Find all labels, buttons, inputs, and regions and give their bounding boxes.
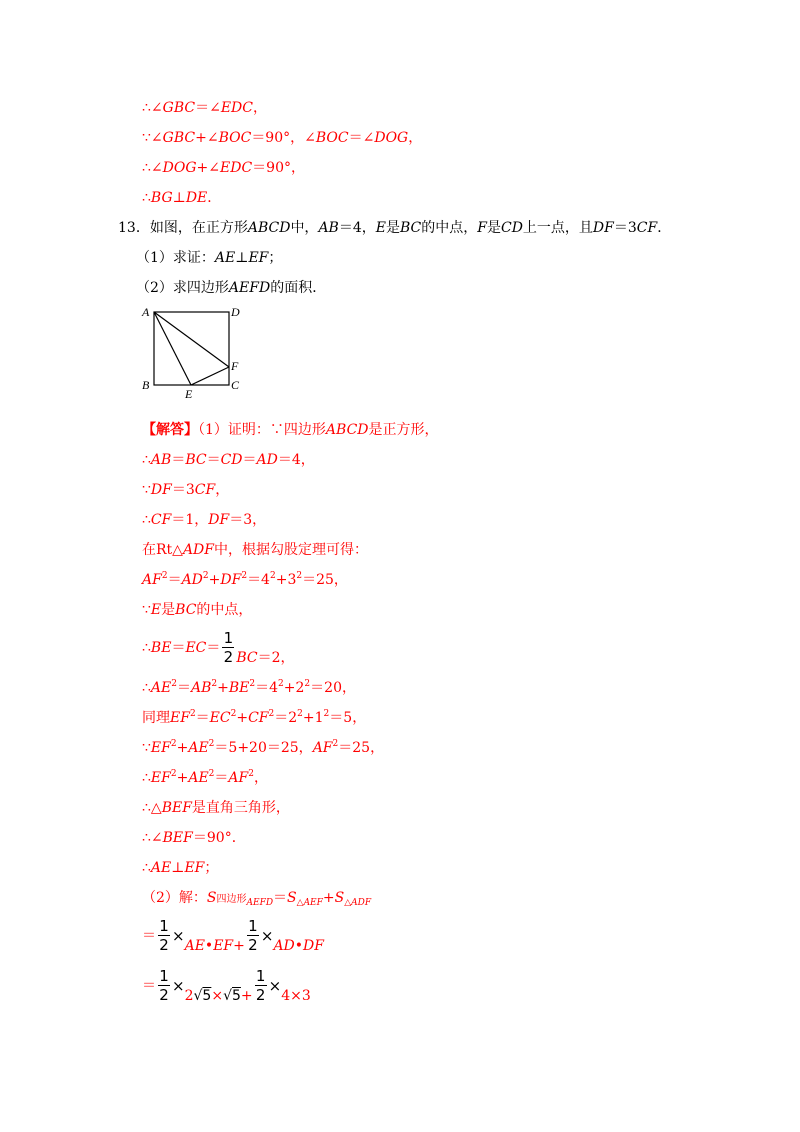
area-step-2: ＝ $\frac{1}{2}$ ×2√5×√5+ $\frac{1}{2}$ ×4×3 xyxy=(142,967,311,1004)
question-13-part-2: （2）求四边形AEFD的面积． xyxy=(136,280,327,296)
fraction-half: $\frac{1}{2}$ xyxy=(223,629,234,666)
label-d: D xyxy=(231,305,240,319)
segment-af xyxy=(154,312,229,367)
solution-line-4: ∴BG⊥DE． xyxy=(142,190,222,206)
solution-header: 【解答】（1）证明：∵四边形ABCD是正方形， xyxy=(142,422,439,438)
label-e: E xyxy=(185,387,193,401)
solution-step-3: ∵DF＝3CF， xyxy=(142,482,230,498)
solution-step-2: ∴AB＝BC＝CD＝AD＝4， xyxy=(142,452,315,468)
label-b: B xyxy=(142,378,150,392)
solution-step-4: ∴CF＝1，DF＝3， xyxy=(142,512,267,528)
solution-line-2: ∵∠GBC+∠BOC＝90°，∠BOC＝∠DOG， xyxy=(142,130,423,146)
label-a: A xyxy=(142,305,150,319)
solution-step-7: ∵E是BC的中点， xyxy=(142,602,253,618)
solution-step-10: 同理$EF^2=EC^2+CF^2=2^2+1^2=5$， xyxy=(142,709,367,726)
solution-step-8: ∴BE＝EC＝ $\frac{1}{2}$ BC＝2， xyxy=(142,629,295,666)
question-13: 13．如图，在正方形ABCD中，AB＝4，E是BC的中点，F是CD上一点，且DF＝3CF． xyxy=(118,220,672,236)
solution-step-11: $\because EF^2+AE^2=5+20=25$，$AF^2=25$， xyxy=(142,739,385,756)
label-f: F xyxy=(231,359,239,373)
solution-line-1: ∴∠GBC＝∠EDC， xyxy=(142,100,267,116)
solution-tag: 【解答】 xyxy=(142,422,198,438)
solution-step-14: ∴∠BEF＝90°． xyxy=(142,830,246,846)
solution-step-6: $AF^2=AD^2+DF^2=4^2+3^2=25$， xyxy=(142,571,348,588)
solution-step-15: ∴AE⊥EF； xyxy=(142,860,219,876)
solution-step-12: $\therefore EF^2+AE^2=AF^2$， xyxy=(142,769,268,786)
solution-step-13: ∴△BEF是直角三角形， xyxy=(142,800,290,816)
solution-step-5: 在Rt△ADF中，根据勾股定理可得： xyxy=(142,542,368,558)
solution-step-9: $\therefore AE^2=AB^2+BE^2=4^2+2^2=20$， xyxy=(142,679,356,696)
square-abcd xyxy=(154,312,229,385)
segment-ae xyxy=(154,312,191,385)
label-c: C xyxy=(231,378,240,392)
question-13-part-1: （1）求证：AE⊥EF； xyxy=(136,250,283,266)
solution-line-3: ∴∠DOG+∠EDC＝90°， xyxy=(142,160,305,176)
segment-ef xyxy=(191,367,229,385)
geometry-figure xyxy=(138,300,258,405)
area-step-1: ＝ $\frac{1}{2}$ ×AE•EF+ $\frac{1}{2}$ ×AD•DF xyxy=(142,917,324,954)
solution-step-16: （2）解：S四边形$_{AEFD}=S_{\triangle AEF}+S_{\triangle ADF}$ xyxy=(142,890,372,908)
